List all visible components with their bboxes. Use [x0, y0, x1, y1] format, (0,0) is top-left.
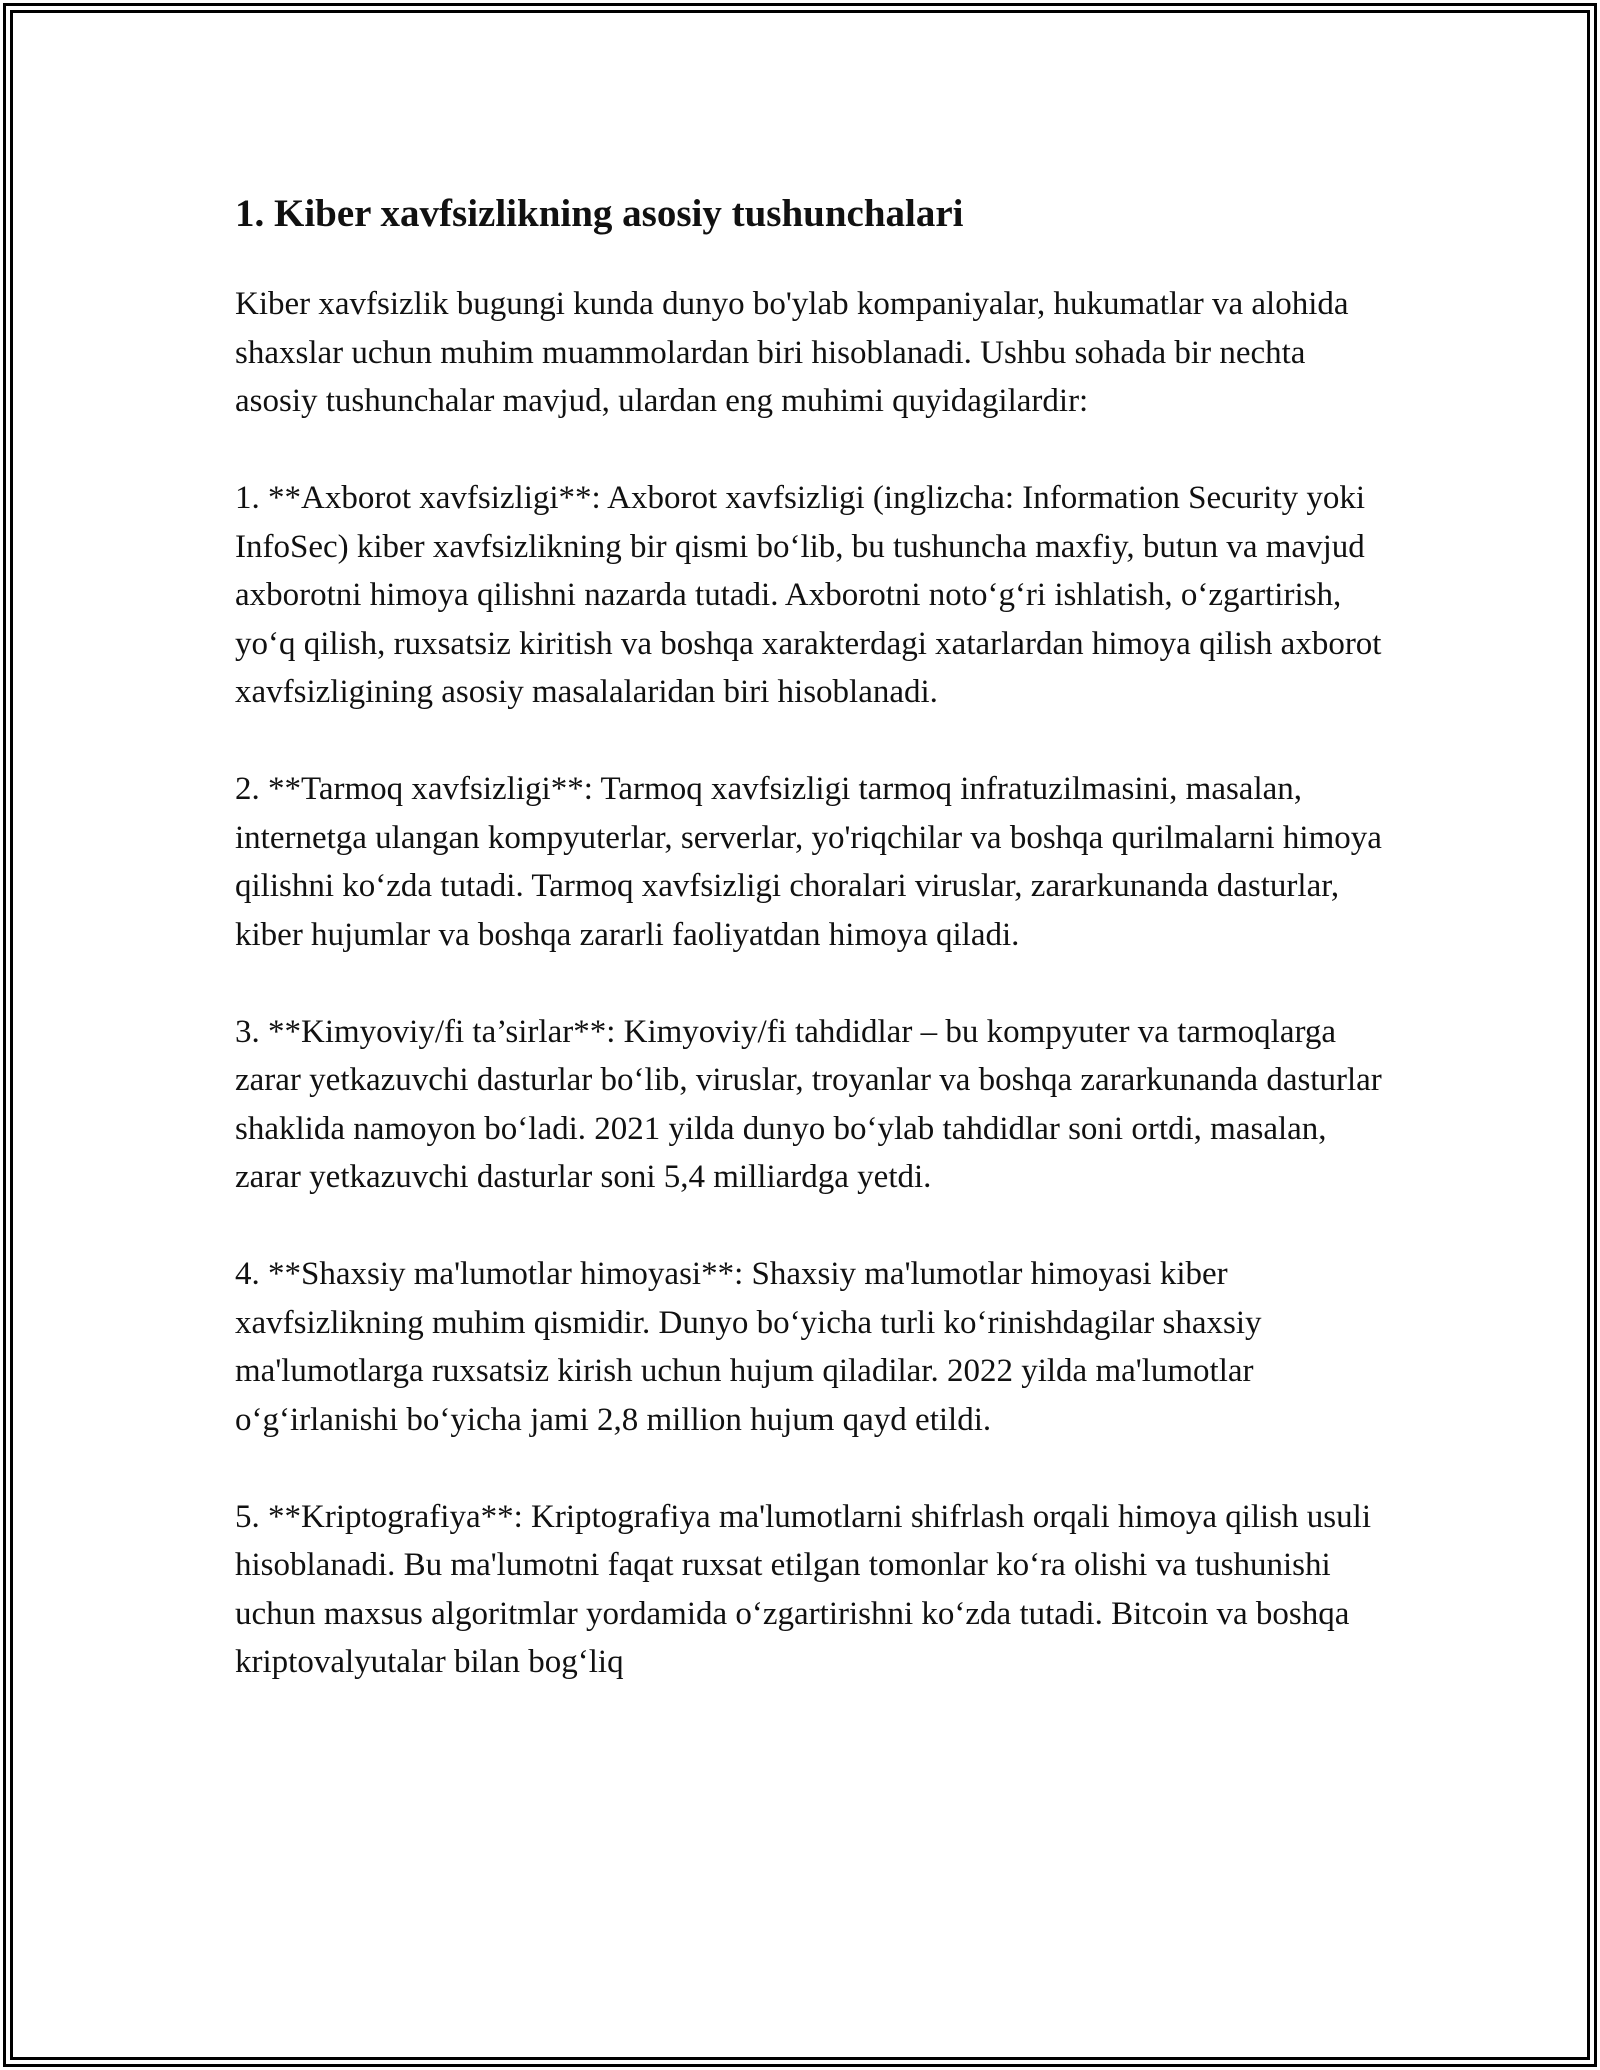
paragraph-tarmoq-xavfsizligi: 2. **Tarmoq xavfsizligi**: Tarmoq xavfsizligi tarmoq infratuzilmasini, masalan, internetga ulangan kompyuterlar, serverlar, yo'riqchilar va boshqa qurilmalarni himoya qilishni ko‘zda tutadi. Tarmoq xavfsizligi choralari viruslar, zararkunanda dasturlar, kiber hujumlar va boshqa zararli faoliyatdan himoya qiladi. — [235, 771, 1382, 953]
paragraph-axborot-xavfsizligi: 1. **Axborot xavfsizligi**: Axborot xavfsizligi (inglizcha: Information Security yoki InfoSec) kiber xavfsizlikning bir qismi bo‘lib, bu tushuncha maxfiy, butun va mavjud axborotni himoya qilishni nazarda tutadi. Axborotni noto‘g‘ri ishlatish, o‘zgartirish, yo‘q qilish, ruxsatsiz kiritish va boshqa xarakterdagi xatarlardan himoya qilish axborot xavfsizligining asosiy masalalaridan biri hisoblanadi. — [235, 480, 1382, 710]
document-body — [235, 184, 1385, 1735]
paragraph-kriptografiya: 5. **Kriptografiya**: Kriptografiya ma'lumotlarni shifrlash orqali himoya qilish usuli hisoblanadi. Bu ma'lumotni faqat ruxsat etilgan tomonlar ko‘ra olishi va tushunishi uchun maxsus algoritmlar yordamida o‘zgartirishni ko‘zda tutadi. Bitcoin va boshqa kriptovalyutalar bilan bog‘liq — [235, 1498, 1371, 1680]
document-title: 1. Kiber xavfsizlikning asosiy tushunchalari — [235, 192, 964, 235]
intro-paragraph: Kiber xavfsizlik bugungi kunda dunyo bo'ylab kompaniyalar, hukumatlar va alohida shaxslar uchun muhim muammolardan biri hisoblanadi. Ushbu sohada bir nechta asosiy tushunchalar mavjud, ulardan eng muhimi quyidagilardir: — [235, 286, 1349, 419]
paragraph-kimyoviy-tasirlar: 3. **Kimyoviy/fi ta’sirlar**: Kimyoviy/fi tahdidlar – bu kompyuter va tarmoqlarga zarar yetkazuvchi dasturlar bo‘lib, viruslar, troyanlar va boshqa zararkunanda dasturlar shaklida namoyon bo‘ladi. 2021 yilda dunyo bo‘ylab tahdidlar soni ortdi, masalan, zarar yetkazuvchi dasturlar soni 5,4 milliardga yetdi. — [235, 1013, 1382, 1195]
paragraph-shaxsiy-malumotlar: 4. **Shaxsiy ma'lumotlar himoyasi**: Shaxsiy ma'lumotlar himoyasi kiber xavfsizlikning muhim qismidir. Dunyo bo‘yicha turli ko‘rinishdagilar shaxsiy ma'lumotlarga ruxsatsiz kirish uchun hujum qiladilar. 2022 yilda ma'lumotlar o‘g‘irlanishi bo‘yicha jami 2,8 million hujum qayd etildi. — [235, 1256, 1262, 1438]
